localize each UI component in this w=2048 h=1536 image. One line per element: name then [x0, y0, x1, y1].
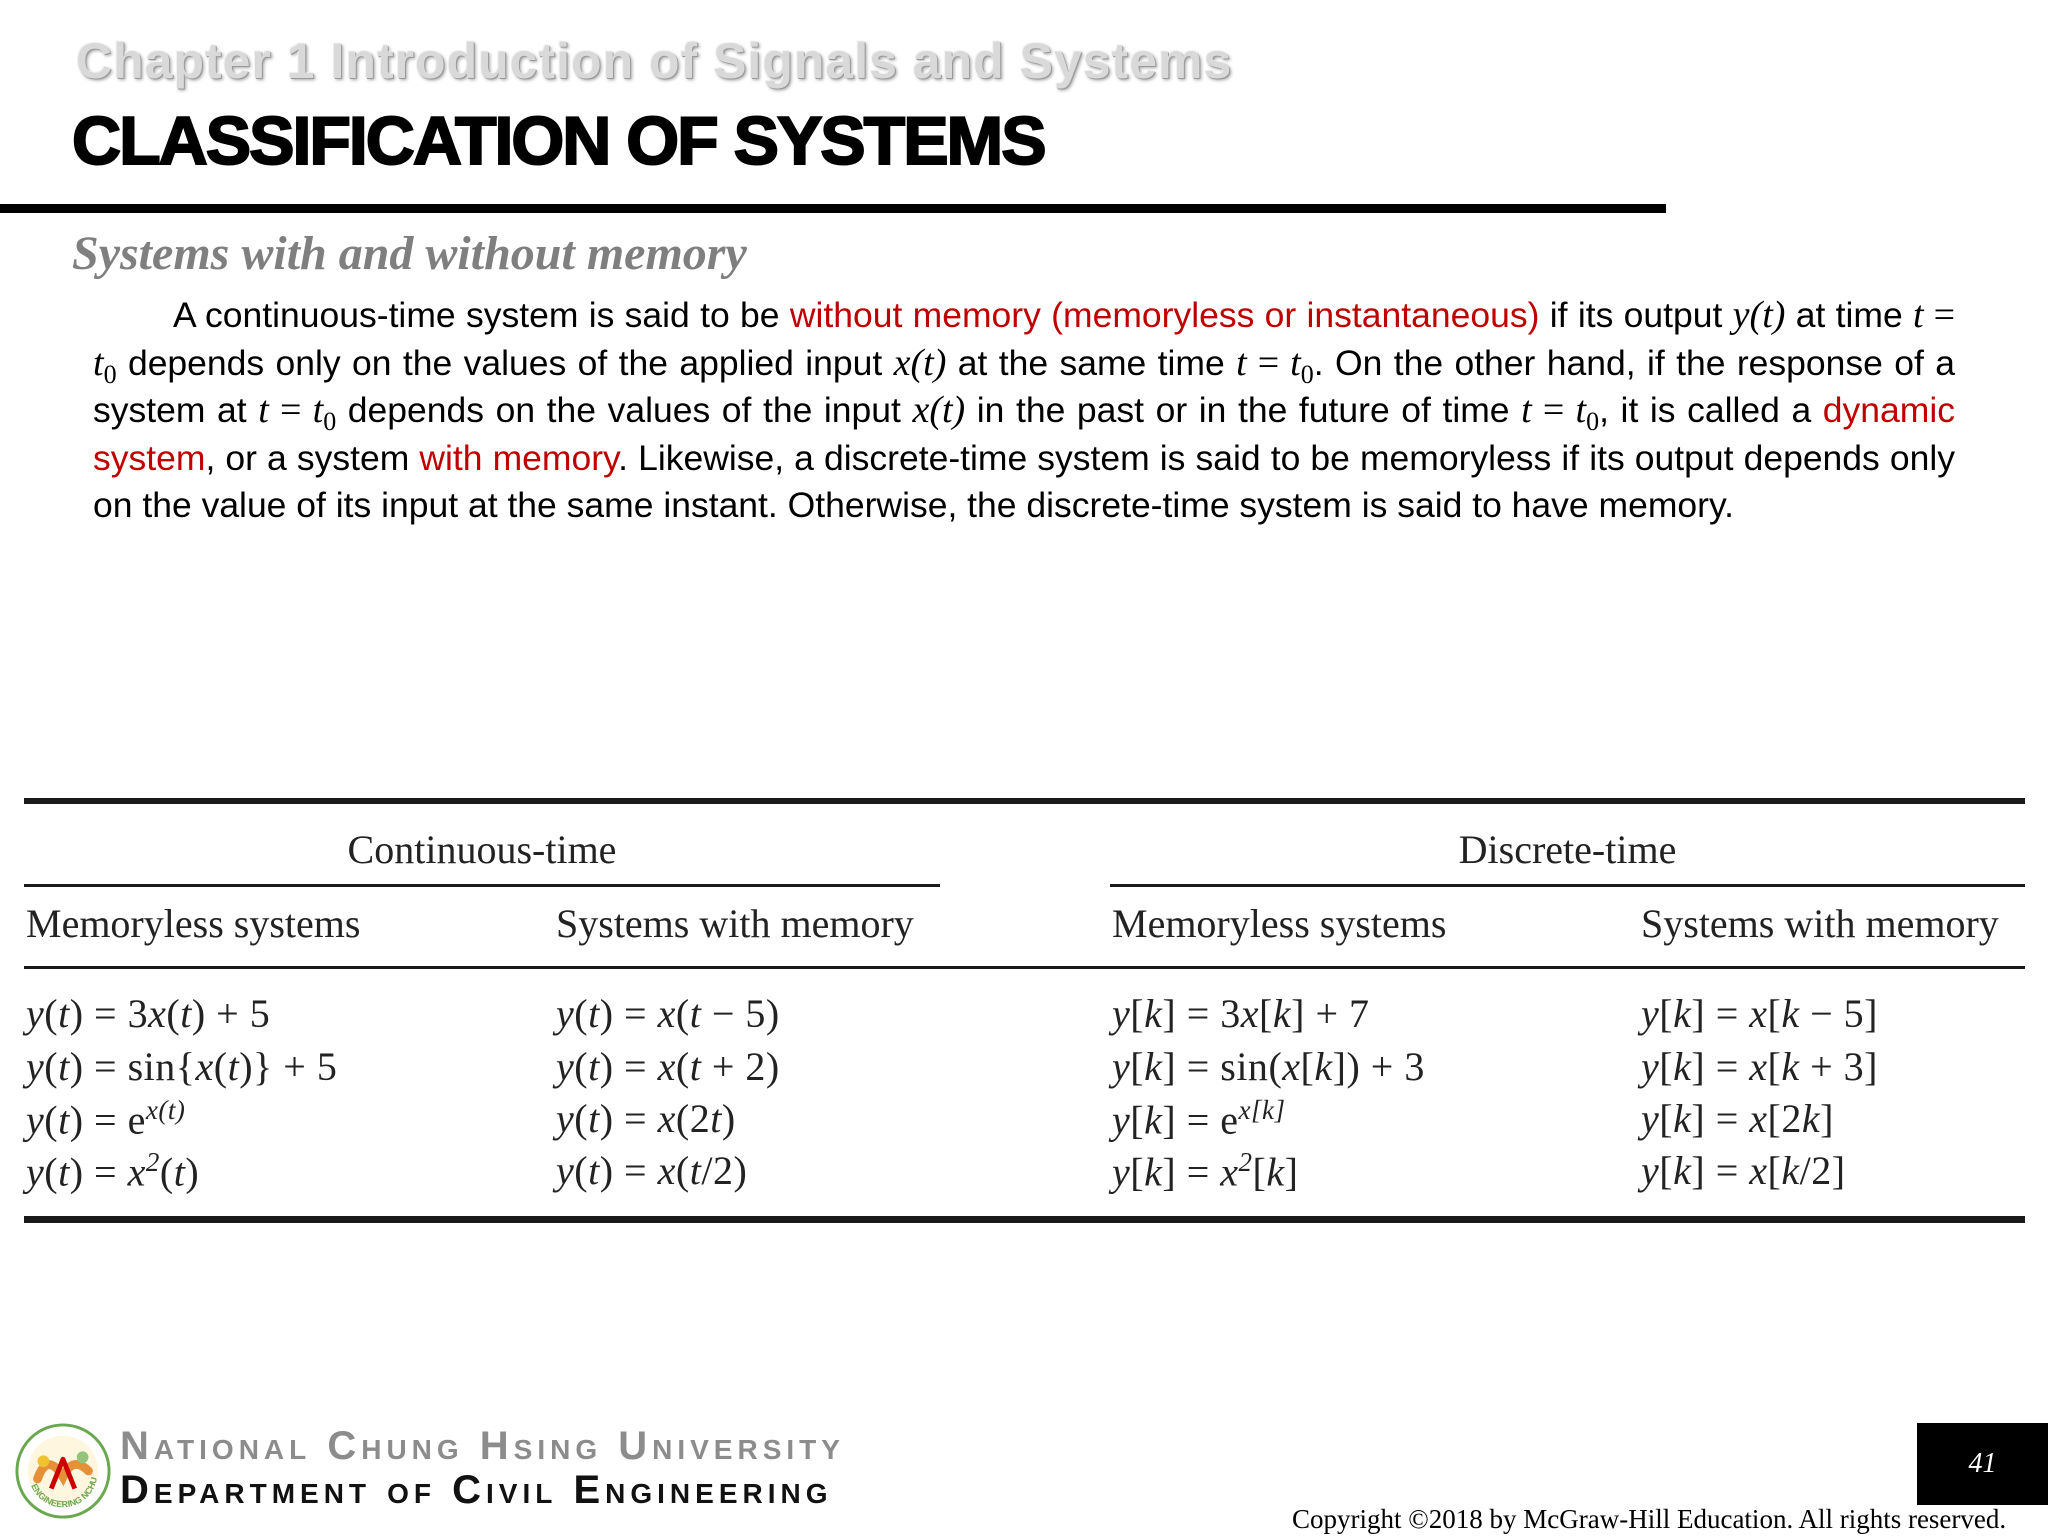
text-run: at the same time — [946, 342, 1237, 383]
table-cell: $y[k] = e^{x[k]}$ — [1112, 1095, 1286, 1143]
group-rule-continuous — [24, 884, 940, 887]
table-cell: y(t) = x(2t) — [556, 1096, 736, 1141]
column-header: Systems with memory — [1641, 901, 1999, 946]
slide-title: CLASSIFICATION OF SYSTEMS — [72, 103, 1045, 179]
math-xt: x(t) — [912, 389, 966, 432]
table-cell: y[k] = x[2k] — [1641, 1096, 1834, 1141]
department-name: Department of Civil Engineering — [120, 1468, 833, 1512]
column-header: Memoryless systems — [1112, 901, 1447, 946]
math-t-eq-t0: $t = t_0$ — [93, 294, 1955, 389]
copyright-notice: Copyright ©2018 by McGraw-Hill Education. All rights reserved. — [1292, 1504, 2007, 1534]
university-name: National Chung Hsing University — [120, 1424, 845, 1468]
highlight-dynamic-system: dynamic system — [93, 390, 1955, 478]
highlight-with-memory: with memory — [419, 437, 619, 478]
chapter-title: Chapter 1 Introduction of Signals and Systems — [76, 33, 1233, 89]
math-t-eq-t0: $t = t_0$ — [258, 389, 337, 437]
text-run: depends on the values of the input — [336, 390, 913, 431]
table-cell: $y[k] = x^2[k]$ — [1112, 1147, 1299, 1195]
page-number: 41 — [1917, 1423, 2048, 1505]
table-cell: y(t) = sin{x(t)} + 5 — [26, 1044, 338, 1089]
table-cell: y[k] = sin(x[k]) + 3 — [1112, 1044, 1425, 1089]
text-run: A continuous-time system is said to be — [173, 295, 790, 335]
math-t-eq-t0: $t = t_0$ — [1521, 389, 1600, 437]
highlight-memoryless: without memory (memoryless or instantaneous) — [789, 295, 1540, 335]
math-yt: y(t) — [1732, 294, 1786, 336]
math-t-eq-t0: $t = t_0$ — [1236, 341, 1314, 389]
text-run: . On the other hand, if the response of a system at — [93, 342, 1956, 431]
text-run: depends only on the values of the applied input — [116, 342, 894, 383]
memory-systems-table — [24, 798, 2025, 1224]
group-rule-discrete — [1110, 884, 2025, 887]
table-cell: y[k] = x[k + 3] — [1641, 1044, 1878, 1089]
table-cell: y(t) = x(t/2) — [556, 1148, 748, 1193]
table-cell: $y(t) = e^{x(t)}$ — [26, 1095, 186, 1143]
text-run: if its output — [1539, 295, 1733, 335]
table-top-rule — [24, 798, 2025, 804]
table-cell: y(t) = 3x(t) + 5 — [26, 991, 271, 1036]
math-xt: x(t) — [893, 341, 947, 384]
table-cell: y(t) = x(t + 2) — [556, 1044, 780, 1089]
table-bottom-rule — [24, 1216, 2025, 1223]
title-divider — [0, 204, 1666, 213]
text-run: , it is called a — [1599, 390, 1823, 431]
table-cell: y[k] = x[k − 5] — [1641, 991, 1878, 1036]
table-cell: $y(t) = x^2(t)$ — [26, 1147, 200, 1195]
column-header: Systems with memory — [556, 901, 914, 946]
body-paragraph — [93, 292, 1955, 530]
text-run: . Likewise, a discrete-time system is said to be memoryless if its output depends only on the value of its input at the same instant. Otherwise, the discrete-time system is said to have memory. — [93, 437, 1955, 526]
svg-text:ENGINEERING NCHU: ENGINEERING NCHU — [29, 1476, 100, 1510]
group-header-discrete: Discrete-time — [1458, 827, 1677, 872]
table-cell: y[k] = 3x[k] + 7 — [1112, 991, 1370, 1036]
table-cell: y[k] = x[k/2] — [1641, 1148, 1846, 1193]
column-header: Memoryless systems — [26, 901, 361, 946]
text-run: , or a system — [205, 437, 420, 478]
text-run: in the past or in the future of time — [965, 390, 1522, 431]
nchu-engineering-logo — [14, 1422, 112, 1520]
group-header-continuous: Continuous-time — [347, 827, 617, 872]
text-run: at time — [1785, 295, 1914, 335]
section-heading: Systems with and without memory — [72, 227, 747, 280]
header-rule — [24, 966, 2025, 969]
table-cell: y(t) = x(t − 5) — [556, 991, 780, 1036]
